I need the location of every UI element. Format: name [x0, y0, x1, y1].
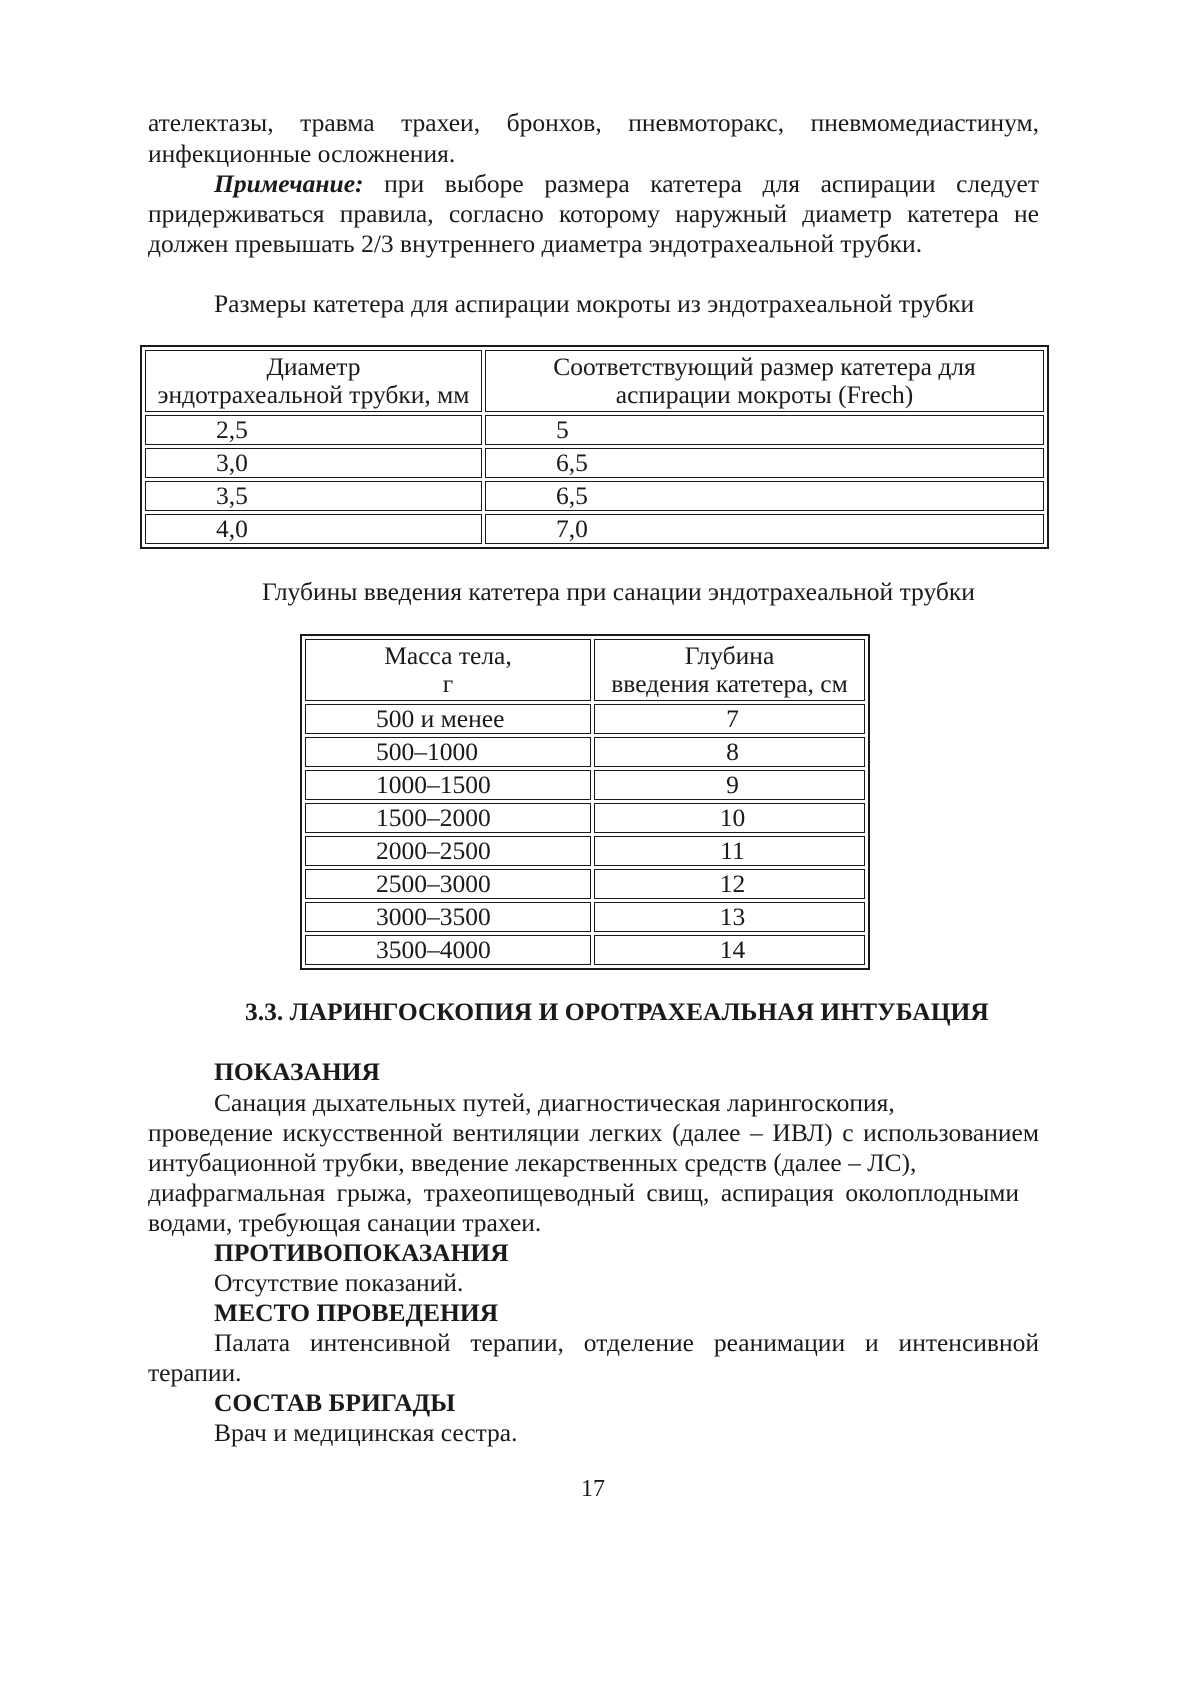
indications-line-1: Санация дыхательных путей, диагностическая ларингоскопия, [214, 1088, 895, 1117]
indications-line-4: диафрагмальная грыжа, трахеопищеводный свищ, аспирация околоплодными [148, 1178, 1019, 1207]
mass-cell: 3500–4000 [305, 935, 591, 965]
size-cell: 6,5 [485, 448, 1044, 478]
mass-cell: 1000–1500 [305, 770, 591, 800]
depth-cell: 9 [594, 770, 865, 800]
table-row [145, 514, 1044, 544]
table-row [305, 737, 865, 767]
mass-cell: 500 и менее [305, 704, 591, 734]
diameter-cell: 3,0 [145, 448, 482, 478]
indications-line-2: проведение искусственной вентиляции легких (далее – ИВЛ) с использованием [148, 1118, 1039, 1147]
table1-caption: Размеры катетера для аспирации мокроты из эндотрахеальной трубки [214, 289, 975, 318]
header-depth-line1: Глубина [684, 641, 775, 670]
header-diameter-line2: эндотрахеальной трубки, мм [157, 380, 470, 409]
depth-cell: 11 [594, 836, 865, 866]
diameter-cell: 3,5 [145, 481, 482, 511]
indications-line-3: интубационной трубки, введение лекарственных средств (далее – ЛС), [148, 1148, 917, 1177]
depth-cell: 14 [594, 935, 865, 965]
size-cell: 6,5 [485, 481, 1044, 511]
intro-line-1: ателектазы, травма трахеи, бронхов, пневмоторакс, пневмомедиастинум, [148, 108, 1039, 137]
header-mass-line2: г [442, 669, 454, 698]
contraindications-text: Отсутствие показаний. [214, 1268, 464, 1297]
table-row [145, 481, 1044, 511]
depth-cell: 8 [594, 737, 865, 767]
header-size-line2: аспирации мокроты (Frech) [615, 380, 914, 409]
header-cell-mass [305, 639, 591, 701]
catheter-size-table [140, 345, 1049, 549]
insertion-depth-table [300, 634, 870, 970]
depth-cell: 13 [594, 902, 865, 932]
diameter-cell: 4,0 [145, 514, 482, 544]
indications-line-5: водами, требующая санации трахеи. [148, 1208, 542, 1237]
table-row [305, 704, 865, 734]
place-line-2: терапии. [148, 1358, 242, 1387]
table-row [305, 935, 865, 965]
table-row [305, 803, 865, 833]
header-mass-line1: Масса тела, [384, 641, 512, 670]
depth-cell: 12 [594, 869, 865, 899]
mass-cell: 500–1000 [305, 737, 591, 767]
table-row [145, 415, 1044, 445]
note-text: при выборе размера катетера для аспирации следует [363, 169, 1039, 198]
mass-cell: 2000–2500 [305, 836, 591, 866]
place-line-1: Палата интенсивной терапии, отделение реанимации и интенсивной [214, 1328, 1039, 1357]
section-title: 3.3. ЛАРИНГОСКОПИЯ И ОРОТРАХЕАЛЬНАЯ ИНТУБАЦИЯ [245, 997, 989, 1026]
table-header-row [145, 350, 1044, 412]
table-row [305, 836, 865, 866]
depth-cell: 7 [594, 704, 865, 734]
table-row [305, 770, 865, 800]
team-heading: СОСТАВ БРИГАДЫ [214, 1388, 456, 1417]
intro-line-2: инфекционные осложнения. [148, 139, 456, 168]
place-heading: МЕСТО ПРОВЕДЕНИЯ [214, 1298, 499, 1327]
mass-cell: 2500–3000 [305, 869, 591, 899]
indications-heading: ПОКАЗАНИЯ [214, 1057, 380, 1086]
table-header-row [305, 639, 865, 701]
note-line-1 [214, 168, 1039, 199]
diameter-cell: 2,5 [145, 415, 482, 445]
table-row [145, 448, 1044, 478]
header-depth-line2: введения катетера, см [611, 669, 848, 698]
note-line-3: должен превышать 2/3 внутреннего диаметра эндотрахеальной трубки. [148, 229, 923, 258]
table2-caption: Глубины введения катетера при санации эндотрахеальной трубки [262, 577, 975, 606]
header-size-line1: Соответствующий размер катетера для [553, 352, 976, 381]
team-text: Врач и медицинская сестра. [214, 1418, 518, 1447]
page-number: 17 [581, 1476, 605, 1502]
note-line-2: придерживаться правила, согласно которому наружный диаметр катетера не [148, 199, 1039, 228]
table-row [305, 869, 865, 899]
depth-cell: 10 [594, 803, 865, 833]
mass-cell: 3000–3500 [305, 902, 591, 932]
size-cell: 5 [485, 415, 1044, 445]
contraindications-heading: ПРОТИВОПОКАЗАНИЯ [214, 1238, 509, 1267]
mass-cell: 1500–2000 [305, 803, 591, 833]
size-cell: 7,0 [485, 514, 1044, 544]
table-row [305, 902, 865, 932]
header-cell-depth [594, 639, 865, 701]
header-diameter-line1: Диаметр [266, 352, 361, 381]
note-label: Примечание: [214, 169, 364, 198]
header-cell-catheter-size [485, 350, 1044, 412]
header-cell-diameter [145, 350, 482, 412]
